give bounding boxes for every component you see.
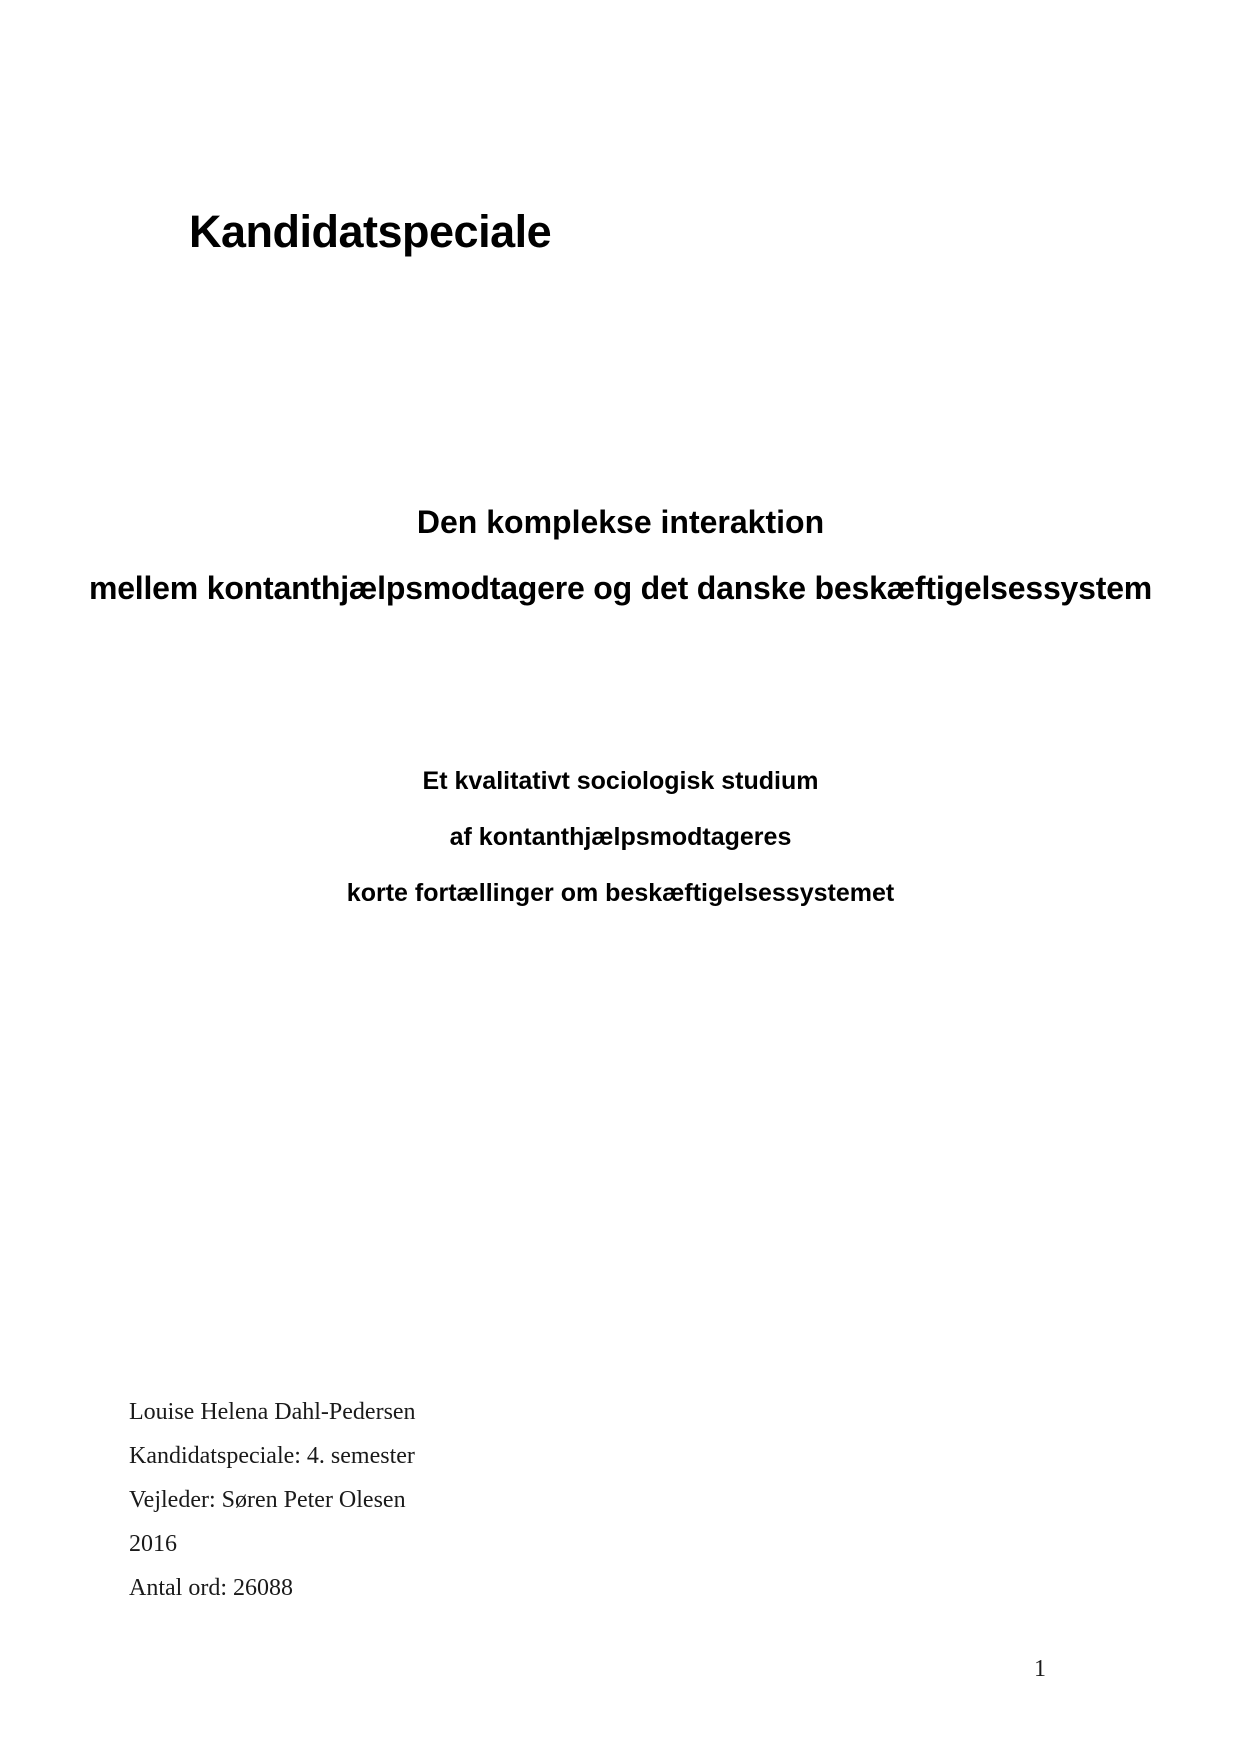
subtitle-line-2: af kontanthjælpsmodtageres xyxy=(449,823,792,851)
word-count: Antal ord: 26088 xyxy=(129,1575,293,1601)
subtitle-line-1: Et kvalitativt sociologisk studium xyxy=(422,767,819,795)
title-line-2: mellem kontanthjælpsmodtagere og det danske beskæftigelsessystem xyxy=(88,570,1153,606)
page-number: 1 xyxy=(1034,1656,1046,1682)
year: 2016 xyxy=(129,1531,177,1557)
author-name: Louise Helena Dahl-Pedersen xyxy=(129,1399,416,1425)
document-type-heading: Kandidatspeciale xyxy=(189,206,552,257)
title-line-1: Den komplekse interaktion xyxy=(416,504,825,540)
course-info: Kandidatspeciale: 4. semester xyxy=(129,1443,415,1469)
subtitle-line-3: korte fortællinger om beskæftigelsessystemet xyxy=(346,879,895,907)
supervisor-info: Vejleder: Søren Peter Olesen xyxy=(129,1487,406,1513)
